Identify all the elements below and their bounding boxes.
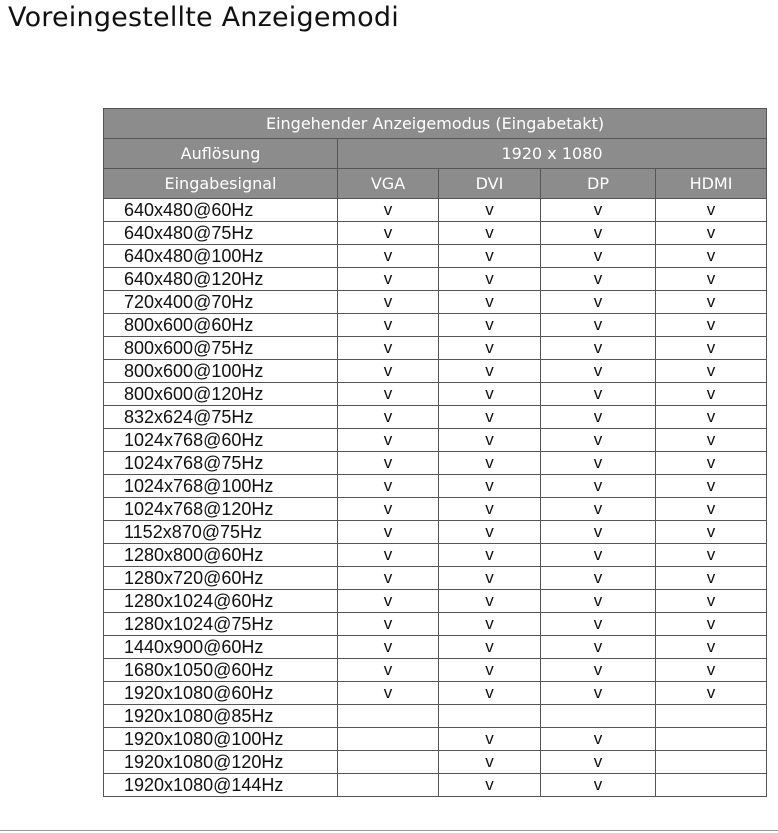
table-body [104, 199, 767, 797]
support-mark-dvi: v [439, 429, 541, 452]
support-mark-hdmi: v [656, 544, 767, 567]
support-mark-dvi: v [439, 245, 541, 268]
support-mark-vga: v [338, 682, 439, 705]
support-mark-dp: v [541, 682, 656, 705]
support-mark-dvi: v [439, 268, 541, 291]
support-mark-dp: v [541, 636, 656, 659]
input-signal-cell: 1680x1050@60Hz [104, 659, 338, 682]
support-mark-hdmi: v [656, 682, 767, 705]
input-signal-cell: 1280x800@60Hz [104, 544, 338, 567]
input-signal-cell: 800x600@75Hz [104, 337, 338, 360]
support-mark-vga: v [338, 314, 439, 337]
table-row [104, 314, 767, 337]
display-modes-table [103, 108, 767, 797]
support-mark-dp: v [541, 245, 656, 268]
support-mark-dp: v [541, 222, 656, 245]
support-mark-hdmi [656, 751, 767, 774]
table-row [104, 498, 767, 521]
input-signal-cell: 640x480@60Hz [104, 199, 338, 222]
support-mark-dp: v [541, 590, 656, 613]
support-mark-vga: v [338, 291, 439, 314]
support-mark-dp: v [541, 452, 656, 475]
input-signal-cell: 1920x1080@120Hz [104, 751, 338, 774]
table-row [104, 360, 767, 383]
support-mark-vga: v [338, 360, 439, 383]
input-signal-cell: 1440x900@60Hz [104, 636, 338, 659]
support-mark-vga: v [338, 199, 439, 222]
support-mark-vga [338, 751, 439, 774]
support-mark-hdmi: v [656, 245, 767, 268]
table-row [104, 199, 767, 222]
table-row [104, 291, 767, 314]
support-mark-vga: v [338, 245, 439, 268]
table-row [104, 268, 767, 291]
support-mark-hdmi [656, 705, 767, 728]
table-row [104, 383, 767, 406]
table-row [104, 682, 767, 705]
support-mark-dvi: v [439, 337, 541, 360]
support-mark-dp [541, 705, 656, 728]
support-mark-hdmi: v [656, 314, 767, 337]
support-mark-hdmi: v [656, 613, 767, 636]
support-mark-vga [338, 728, 439, 751]
table-row [104, 475, 767, 498]
table-row [104, 337, 767, 360]
support-mark-vga: v [338, 475, 439, 498]
support-mark-vga: v [338, 521, 439, 544]
support-mark-vga: v [338, 406, 439, 429]
support-mark-hdmi: v [656, 475, 767, 498]
table-row [104, 544, 767, 567]
support-mark-dp: v [541, 544, 656, 567]
support-mark-vga: v [338, 429, 439, 452]
support-mark-vga: v [338, 383, 439, 406]
input-signal-cell: 720x400@70Hz [104, 291, 338, 314]
input-signal-cell: 1280x720@60Hz [104, 567, 338, 590]
support-mark-hdmi: v [656, 636, 767, 659]
support-mark-dvi: v [439, 544, 541, 567]
support-mark-dvi: v [439, 383, 541, 406]
support-mark-hdmi: v [656, 406, 767, 429]
table-row [104, 751, 767, 774]
table-row [104, 774, 767, 797]
support-mark-dvi: v [439, 751, 541, 774]
table-row [104, 452, 767, 475]
support-mark-dp: v [541, 199, 656, 222]
input-signal-cell: 1920x1080@85Hz [104, 705, 338, 728]
support-mark-hdmi: v [656, 268, 767, 291]
table-row [104, 728, 767, 751]
support-mark-vga: v [338, 337, 439, 360]
support-mark-dvi: v [439, 222, 541, 245]
support-mark-dvi: v [439, 636, 541, 659]
column-header-dvi: DVI [439, 169, 541, 199]
support-mark-hdmi: v [656, 199, 767, 222]
support-mark-hdmi: v [656, 498, 767, 521]
input-signal-cell: 832x624@75Hz [104, 406, 338, 429]
support-mark-vga: v [338, 590, 439, 613]
support-mark-vga: v [338, 268, 439, 291]
input-signal-cell: 1280x1024@60Hz [104, 590, 338, 613]
input-signal-cell: 800x600@120Hz [104, 383, 338, 406]
support-mark-dp: v [541, 613, 656, 636]
support-mark-hdmi: v [656, 429, 767, 452]
support-mark-dvi: v [439, 406, 541, 429]
support-mark-hdmi: v [656, 291, 767, 314]
input-signal-cell: 1024x768@100Hz [104, 475, 338, 498]
column-header-hdmi: HDMI [656, 169, 767, 199]
page-title: Voreingestellte Anzeigemodi [8, 2, 399, 33]
table-row [104, 245, 767, 268]
support-mark-dp: v [541, 774, 656, 797]
input-signal-cell: 640x480@120Hz [104, 268, 338, 291]
support-mark-hdmi: v [656, 452, 767, 475]
input-signal-cell: 1280x1024@75Hz [104, 613, 338, 636]
support-mark-dp: v [541, 751, 656, 774]
support-mark-dvi: v [439, 498, 541, 521]
support-mark-dp: v [541, 337, 656, 360]
resolution-label: Auflösung [104, 139, 338, 169]
table-row [104, 521, 767, 544]
support-mark-hdmi: v [656, 337, 767, 360]
table-row [104, 567, 767, 590]
support-mark-vga: v [338, 498, 439, 521]
input-signal-cell: 1024x768@75Hz [104, 452, 338, 475]
support-mark-hdmi: v [656, 360, 767, 383]
table-row [104, 613, 767, 636]
support-mark-vga: v [338, 452, 439, 475]
column-header-dp: DP [541, 169, 656, 199]
support-mark-hdmi: v [656, 590, 767, 613]
input-signal-cell: 1024x768@60Hz [104, 429, 338, 452]
support-mark-dp: v [541, 291, 656, 314]
input-signal-cell: 1024x768@120Hz [104, 498, 338, 521]
support-mark-vga: v [338, 659, 439, 682]
support-mark-dvi: v [439, 728, 541, 751]
table-row [104, 406, 767, 429]
support-mark-hdmi: v [656, 521, 767, 544]
support-mark-vga [338, 705, 439, 728]
support-mark-vga: v [338, 613, 439, 636]
table-row [104, 222, 767, 245]
table-row [104, 590, 767, 613]
support-mark-vga [338, 774, 439, 797]
support-mark-dp: v [541, 268, 656, 291]
table-row [104, 636, 767, 659]
table-row [104, 659, 767, 682]
support-mark-dp: v [541, 567, 656, 590]
support-mark-dvi: v [439, 291, 541, 314]
support-mark-dp: v [541, 659, 656, 682]
signal-column-header: Eingabesignal [104, 169, 338, 199]
support-mark-dvi: v [439, 567, 541, 590]
column-header-vga: VGA [338, 169, 439, 199]
support-mark-hdmi: v [656, 383, 767, 406]
input-signal-cell: 1920x1080@100Hz [104, 728, 338, 751]
support-mark-dvi: v [439, 659, 541, 682]
support-mark-dp: v [541, 314, 656, 337]
bottom-divider [0, 830, 778, 831]
support-mark-hdmi: v [656, 659, 767, 682]
resolution-value: 1920 x 1080 [338, 139, 767, 169]
support-mark-hdmi [656, 774, 767, 797]
input-signal-cell: 640x480@100Hz [104, 245, 338, 268]
support-mark-dvi [439, 705, 541, 728]
support-mark-dp: v [541, 383, 656, 406]
support-mark-dvi: v [439, 682, 541, 705]
support-mark-dp: v [541, 728, 656, 751]
table-row [104, 705, 767, 728]
support-mark-dvi: v [439, 314, 541, 337]
support-mark-dp: v [541, 360, 656, 383]
support-mark-dvi: v [439, 613, 541, 636]
support-mark-vga: v [338, 222, 439, 245]
support-mark-hdmi: v [656, 222, 767, 245]
support-mark-vga: v [338, 636, 439, 659]
support-mark-dvi: v [439, 475, 541, 498]
support-mark-dvi: v [439, 199, 541, 222]
support-mark-hdmi: v [656, 567, 767, 590]
support-mark-dvi: v [439, 590, 541, 613]
support-mark-dp: v [541, 498, 656, 521]
table-row [104, 429, 767, 452]
support-mark-dvi: v [439, 360, 541, 383]
support-mark-dvi: v [439, 774, 541, 797]
support-mark-dp: v [541, 475, 656, 498]
input-signal-cell: 800x600@100Hz [104, 360, 338, 383]
support-mark-dp: v [541, 521, 656, 544]
table-header-main: Eingehender Anzeigemodus (Eingabetakt) [104, 109, 767, 139]
support-mark-vga: v [338, 567, 439, 590]
input-signal-cell: 1920x1080@60Hz [104, 682, 338, 705]
support-mark-dvi: v [439, 452, 541, 475]
support-mark-dp: v [541, 429, 656, 452]
support-mark-hdmi [656, 728, 767, 751]
input-signal-cell: 800x600@60Hz [104, 314, 338, 337]
input-signal-cell: 1920x1080@144Hz [104, 774, 338, 797]
support-mark-dvi: v [439, 521, 541, 544]
support-mark-dp: v [541, 406, 656, 429]
support-mark-vga: v [338, 544, 439, 567]
input-signal-cell: 1152x870@75Hz [104, 521, 338, 544]
input-signal-cell: 640x480@75Hz [104, 222, 338, 245]
